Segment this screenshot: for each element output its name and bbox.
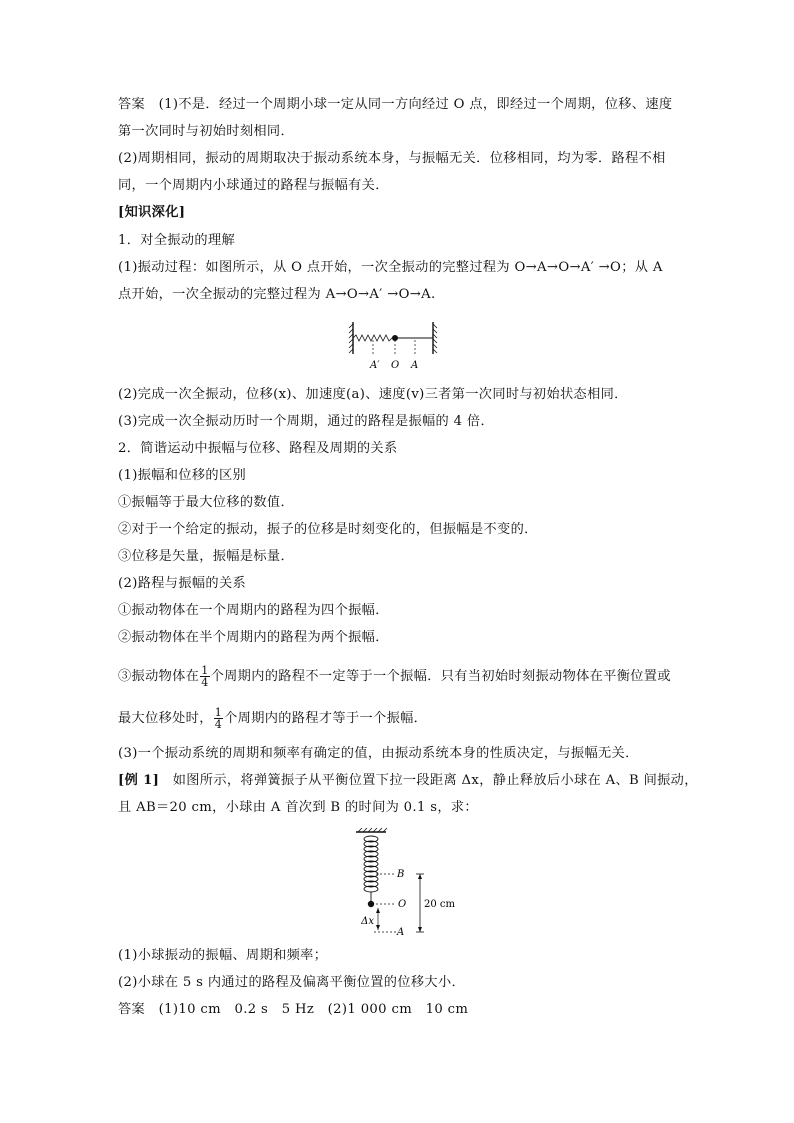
question-2: (2)小球在 5 s 内通过的路程及偏离平衡位置的位移大小． (118, 975, 466, 990)
text-line-12: (1)振幅和位移的区别 (118, 468, 247, 483)
text-line-9: (2)完成一次全振动，位移(x)、加速度(a)、速度(v)三者第一次同时与初始状态相同． (118, 387, 628, 402)
answer-line-3: (2)周期相同，振动的周期取决于振动系统本身，与振幅无关．位移相同，均为零．路程不相 (118, 151, 666, 166)
example-line-1 (118, 772, 698, 790)
label-a-prime: A′ (370, 360, 380, 371)
answer-line-4: 同，一个周期内小球通过的路程与振幅有关． (118, 178, 389, 193)
label-o-vertical: O (398, 899, 407, 910)
answer-line-final: 答案 (1)10 cm 0.2 s 5 Hz (2)1 000 cm 10 cm (118, 1002, 469, 1017)
text-line-14: ②对于一个给定的振动，振子的位移是时刻变化的，但振幅是不变的． (118, 522, 538, 537)
text-line-16: (2)路程与振幅的关系 (118, 576, 247, 591)
label-o: O (391, 360, 400, 371)
fraction-numerator: 1 (201, 664, 209, 677)
text-line-19-start: ③振动物体在 (118, 669, 200, 684)
example-line-2: 且 AB＝20 cm，小球由 A 首次到 B 的时间为 0.1 s，求： (118, 800, 478, 815)
example-text: 如图所示，将弹簧振子从平衡位置下拉一段距离 Δx，静止释放后小球在 A、B 间振动， (159, 773, 698, 788)
answer-line-1: 答案 (1)不是．经过一个周期小球一定从同一方向经过 O 点，即经过一个周期，位移、速度 (118, 97, 673, 112)
answer-line-2: 第一次同时与初始时刻相同． (118, 124, 294, 139)
text-line-8: 点开始，一次全振动的完整过程为 A→O→A′ →O→A. (118, 287, 436, 302)
fraction-numerator: 1 (214, 706, 223, 719)
example-tag: [例 1] (118, 773, 160, 788)
text-line-20 (118, 707, 683, 730)
fraction-quarter (200, 665, 209, 688)
label-b: B (397, 869, 405, 880)
label-delta-x: Δx (361, 916, 374, 927)
subheading-2: 2．简谐运动中振幅与位移、路程及周期的关系 (118, 441, 398, 456)
text-line-20-start: 最大位移处时， (118, 711, 213, 726)
fraction-denominator: 4 (201, 676, 209, 689)
text-line-15: ③位移是矢量，振幅是标量． (118, 549, 294, 564)
question-1: (1)小球振动的振幅、周期和频率； (118, 948, 328, 963)
text-line-19 (118, 665, 683, 688)
label-20cm: 20 cm (424, 899, 455, 910)
fraction-denominator: 4 (214, 718, 223, 731)
label-a-vertical: A (397, 927, 405, 938)
subheading-1: 1．对全振动的理解 (118, 233, 236, 248)
text-line-19-end: 个周期内的路程不一定等于一个振幅．只有当初始时刻振动物体在平衡位置或 (210, 669, 671, 684)
text-line-21: (3)一个振动系统的周期和频率有确定的值，由振动系统本身的性质决定，与振幅无关． (118, 746, 639, 761)
vertical-spring-figure (340, 826, 455, 938)
section-heading: [知识深化] (118, 205, 186, 220)
horizontal-spring-figure (345, 318, 445, 372)
text-line-10: (3)完成一次全振动历时一个周期，通过的路程是振幅的 4 倍． (118, 414, 494, 429)
text-line-18: ②振动物体在半个周期内的路程为两个振幅． (118, 630, 389, 645)
text-line-17: ①振动物体在一个周期内的路程为四个振幅． (118, 603, 389, 618)
text-line-7: (1)振动过程：如图所示，从 O 点开始，一次全振动的完整过程为 O→A→O→A′ →O；从 A (118, 260, 663, 275)
fraction-quarter-2 (214, 707, 223, 730)
text-line-13: ①振幅等于最大位移的数值． (118, 495, 294, 510)
text-line-20-end: 个周期内的路程才等于一个振幅． (224, 711, 428, 726)
label-a: A (411, 360, 419, 371)
